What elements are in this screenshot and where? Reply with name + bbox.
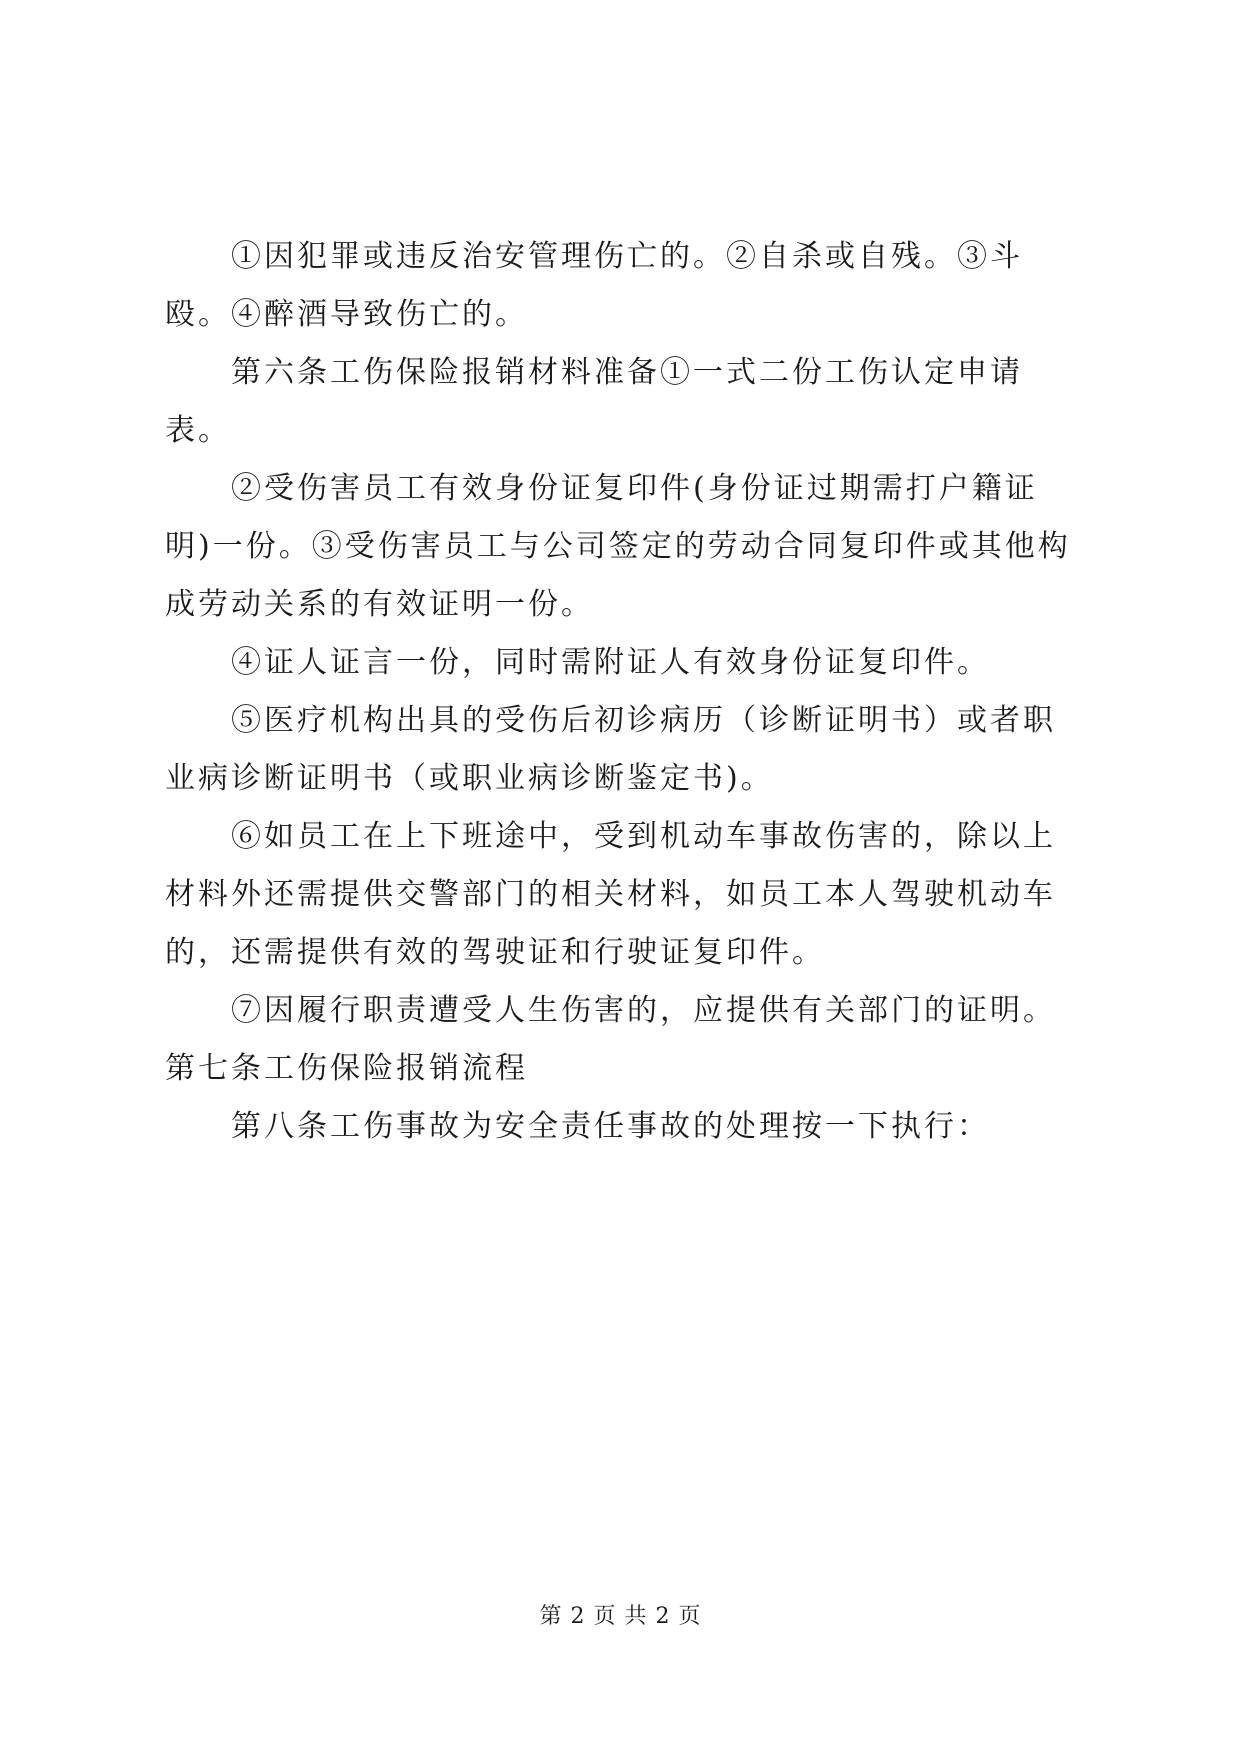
- document-body: [165, 228, 1080, 1156]
- paragraph-medical-records: ⑤医疗机构出具的受伤后初诊病历（诊断证明书）或者职业病诊断证明书（或职业病诊断鉴定书)。: [165, 703, 1056, 796]
- paragraph-duty-injury-article-7: ⑦因履行职责遭受人生伤害的，应提供有关部门的证明。第七条工伤保险报销流程: [165, 993, 1056, 1086]
- paragraph-traffic-accident: ⑥如员工在上下班途中，受到机动车事故伤害的，除以上材料外还需提供交警部门的相关材料，如员工本人驾驶机动车的，还需提供有效的驾驶证和行驶证复印件。: [165, 819, 1056, 970]
- paragraph-exclusions: ①因犯罪或违反治安管理伤亡的。②自杀或自残。③斗殴。④醉酒导致伤亡的。: [165, 239, 1023, 332]
- paragraph-witness: ④证人证言一份，同时需附证人有效身份证复印件。: [231, 645, 990, 680]
- paragraph-article-6: 第六条工伤保险报销材料准备①一式二份工伤认定申请表。: [165, 355, 1023, 448]
- paragraph-id-and-contract: ②受伤害员工有效身份证复印件(身份证过期需打户籍证明)一份。③受伤害员工与公司签定的劳动合同复印件或其他构成劳动关系的有效证明一份。: [165, 471, 1071, 622]
- page-footer: 第 2 页 共 2 页: [539, 1604, 702, 1629]
- paragraph-article-8: 第八条工伤事故为安全责任事故的处理按一下执行：: [231, 1109, 990, 1144]
